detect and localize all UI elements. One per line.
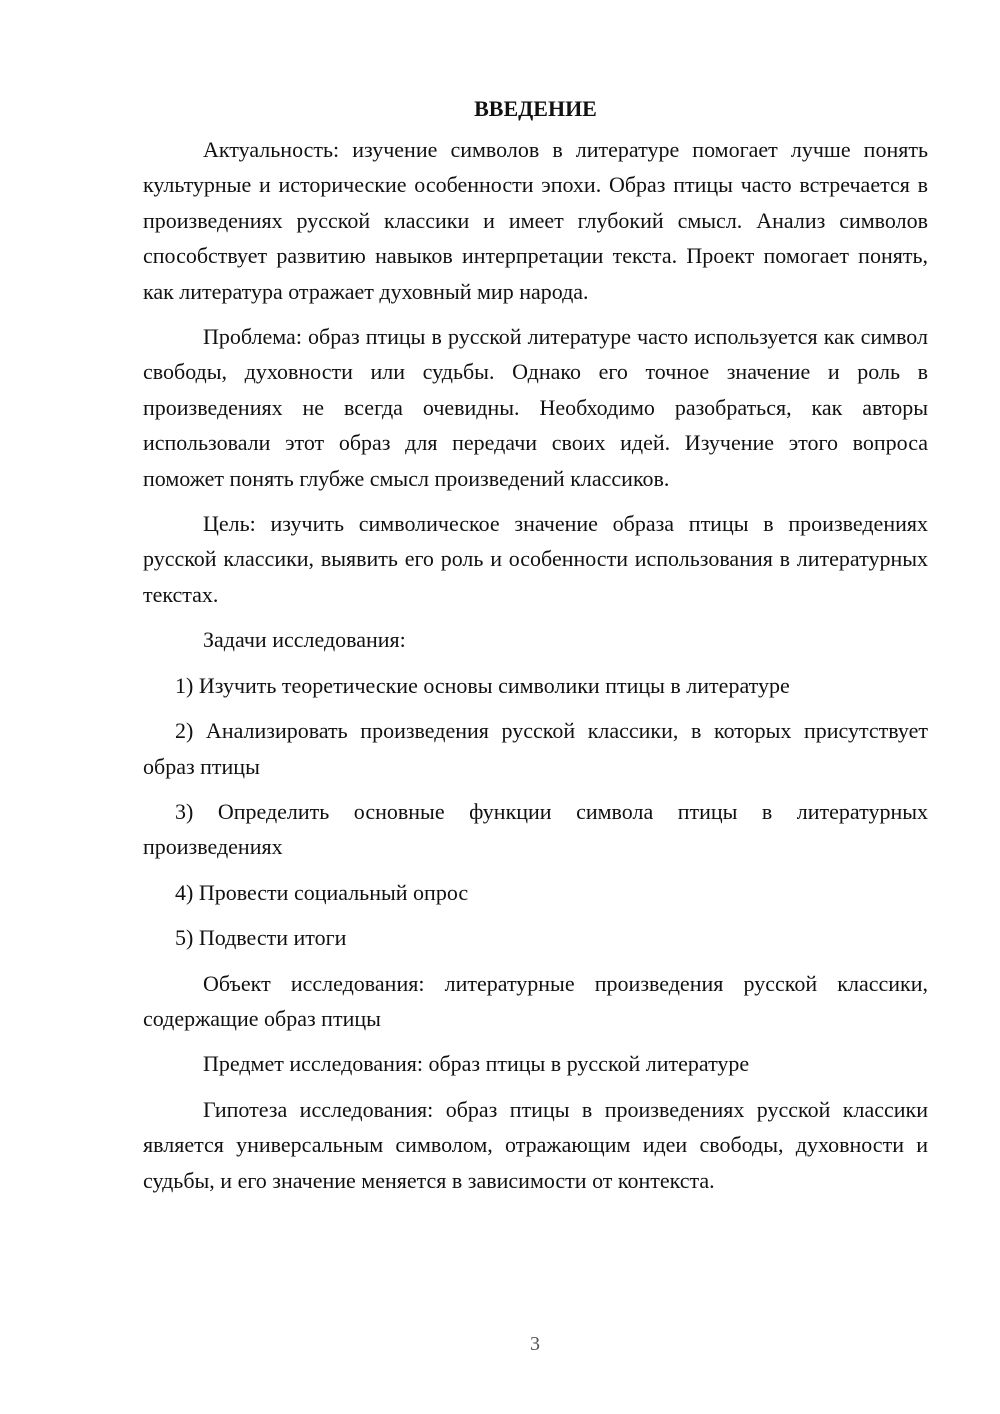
tasks-heading: Задачи исследования:	[203, 627, 406, 653]
paragraph-hypothesis: Гипотеза исследования: образ птицы в произведениях русской классики является универсальным символом, отражающим идеи свободы, духовности и судьбы, и его значение меняется в зависимости от контекста.	[143, 1096, 928, 1193]
document-page	[143, 92, 928, 1198]
paragraph-object: Объект исследования: литературные произведения русской классики, содержащие образ птицы	[143, 970, 928, 1031]
page-number: 3	[530, 1333, 540, 1355]
task-item-2: 2) Анализировать произведения русской классики, в которых присутствует образ птицы	[143, 718, 928, 779]
task-item-4: 4) Провести социальный опрос	[175, 879, 469, 905]
paragraph-relevance: Актуальность: изучение символов в литературе помогает лучше понять культурные и исторические особенности эпохи. Образ птицы часто встречается в произведениях русской классики и имеет глубокий смысл. Анализ символов способствует развитию навыков интерпретации текста. Проект помогает понять, как литература отражает духовный мир народа.	[143, 137, 928, 304]
task-item-5: 5) Подвести итоги	[175, 925, 347, 951]
paragraph-subject: Предмет исследования: образ птицы в русской литературе	[203, 1051, 750, 1077]
task-item-1: 1) Изучить теоретические основы символики птицы в литературе	[175, 672, 790, 698]
paragraph-goal: Цель: изучить символическое значение образа птицы в произведениях русской классики, выявить его роль и особенности использования в литературных текстах.	[143, 511, 928, 607]
page-title: ВВЕДЕНИЕ	[474, 96, 597, 121]
task-item-3: 3) Определить основные функции символа птицы в литературных произведениях	[143, 798, 928, 860]
paragraph-problem: Проблема: образ птицы в русской литературе часто используется как символ свободы, духовности или судьбы. Однако его точное значение и роль в произведениях не всегда очевидны. Необходимо разобраться, как авторы использовали этот образ для передачи своих идей. Изучение этого вопроса поможет понять глубже смысл произведений классиков.	[143, 324, 928, 491]
